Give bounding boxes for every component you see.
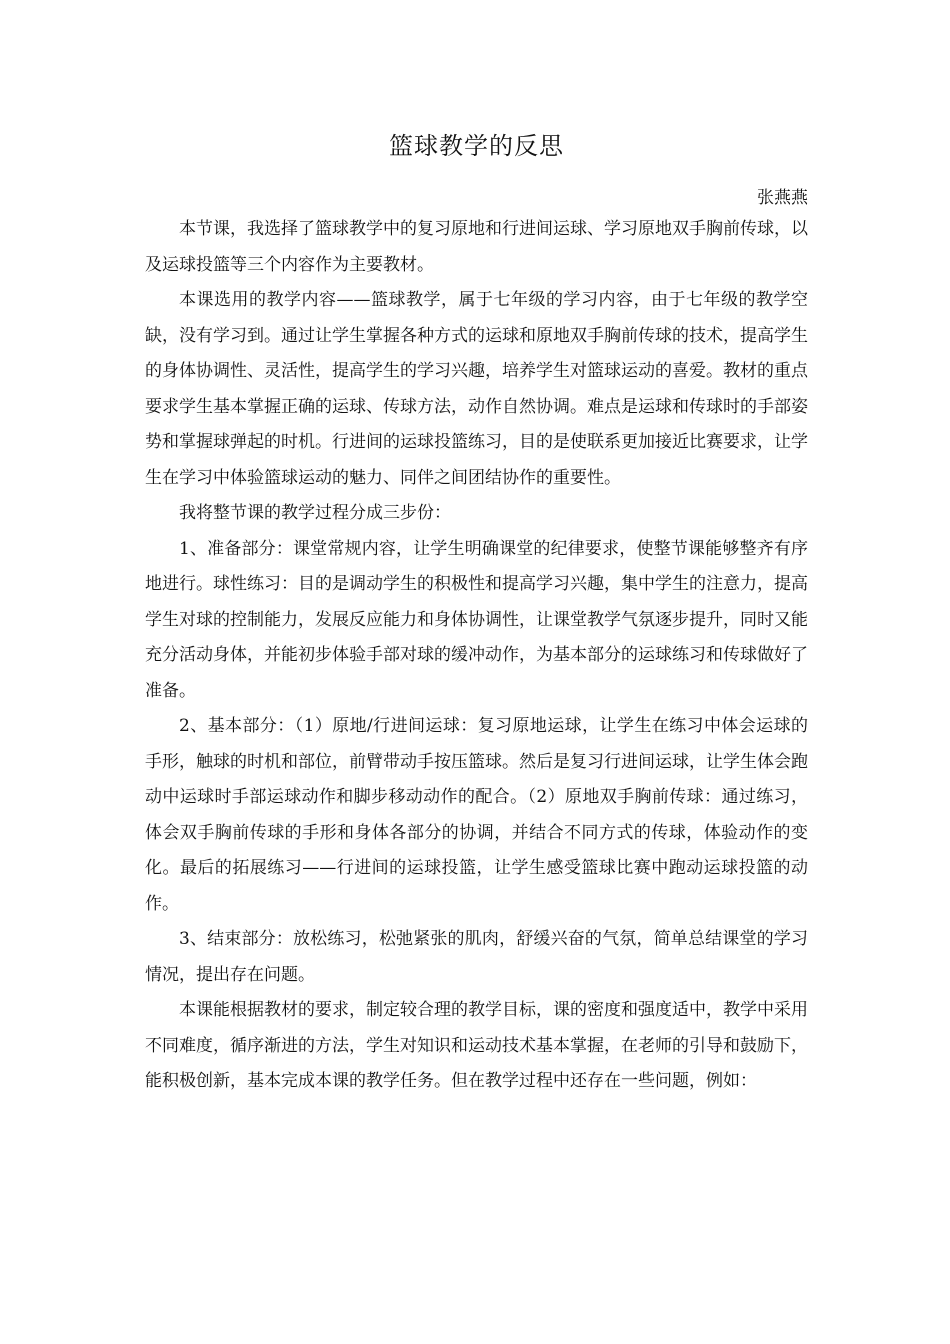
- document-author: 张燕燕: [757, 188, 808, 208]
- paragraph-2: 本课选用的教学内容——篮球教学，属于七年级的学习内容，由于七年级的教学空缺，没有学习到。通过让学生掌握各种方式的运球和原地双手胸前传球的技术，提高学生的身体协调性、灵活性，提高学生的学习兴趣，培养学生对篮球运动的喜爱。教材的重点要求学生基本掌握正确的运球、传球方法，动作自然协调。难点是运球和传球时的手部姿势和掌握球弹起的时机。行进间的运球投篮练习，目的是使联系更加接近比赛要求，让学生在学习中体验篮球运动的魅力、同伴之间团结协作的重要性。: [145, 290, 808, 488]
- paragraph-3: 我将整节课的教学过程分成三步份：: [179, 503, 451, 523]
- paragraph-1: 本节课，我选择了篮球教学中的复习原地和行进间运球、学习原地双手胸前传球，以及运球投篮等三个内容作为主要教材。: [145, 219, 808, 275]
- document-title: 篮球教学的反思: [389, 132, 564, 160]
- document-body: [145, 128, 808, 1100]
- paragraph-6: 3、结束部分：放松练习，松弛紧张的肌肉，舒缓兴奋的气氛，简单总结课堂的学习情况，提出存在问题。: [145, 929, 808, 985]
- paragraph-4: 1、准备部分：课堂常规内容，让学生明确课堂的纪律要求，使整节课能够整齐有序地进行。球性练习：目的是调动学生的积极性和提高学习兴趣，集中学生的注意力，提高学生对球的控制能力，发展反应能力和身体协调性，让课堂教学气氛逐步提升，同时又能充分活动身体，并能初步体验手部对球的缓冲动作，为基本部分的运球练习和传球做好了准备。: [145, 538, 808, 701]
- paragraph-5: 2、基本部分：（1）原地/行进间运球：复习原地运球，让学生在练习中体会运球的手形，触球的时机和部位，前臂带动手按压篮球。然后是复习行进间运球，让学生体会跑动中运球时手部运球动作和脚步移动动作的配合。（2）原地双手胸前传球：通过练习，体会双手胸前传球的手形和身体各部分的协调，并结合不同方式的传球，体验动作的变化。最后的拓展练习——行进间的运球投篮，让学生感受篮球比赛中跑动运球投篮的动作。: [145, 716, 808, 914]
- paragraph-7: 本课能根据教材的要求，制定较合理的教学目标，课的密度和强度适中，教学中采用不同难度，循序渐进的方法，学生对知识和运动技术基本掌握，在老师的引导和鼓励下，能积极创新，基本完成本课的教学任务。但在教学过程中还存在一些问题，例如：: [145, 1000, 808, 1091]
